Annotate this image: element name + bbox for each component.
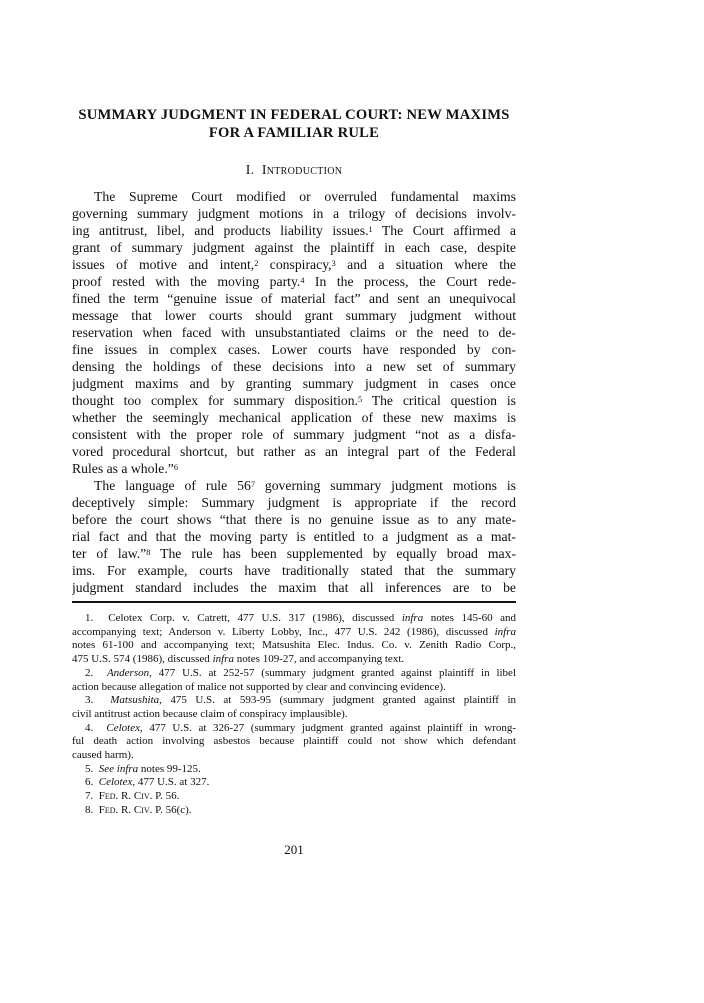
text-line: consistent with the proper role of summary judgment “not as a disfa- xyxy=(72,427,516,442)
text-line: accompanying text; Anderson v. Liberty Lobby, Inc., 477 U.S. 242 (1986), discussed infra xyxy=(72,625,516,638)
text-line: 7. Fed. R. Civ. P. 56. xyxy=(85,790,180,803)
text-line: issues of motive and intent,$^2$ conspiracy,$^3$ and a situation where the xyxy=(72,257,516,272)
footnote-marker: 7 xyxy=(250,479,255,489)
text-line: ims. For example, courts have traditionally stated that the summary xyxy=(72,563,516,578)
text-run: Matsushita xyxy=(110,694,160,707)
text-line: Rules as a whole.”$^6$ xyxy=(72,461,178,476)
article-title-line1: SUMMARY JUDGMENT IN FEDERAL COURT: NEW MAXIMS xyxy=(78,107,510,123)
text-line: action because allegation of malice not supported by clear and convincing evidence). xyxy=(72,680,446,693)
text-run: Celotex xyxy=(106,721,140,734)
text-run: Anderson xyxy=(106,666,150,679)
text-line: grant of summary judgment against the plaintiff in each case, despite xyxy=(72,240,516,255)
footnote-marker: 8 xyxy=(146,547,151,557)
text-line: The language of rule $56^7$ governing summary judgment motions is xyxy=(94,478,516,493)
text-line: vored procedural shortcut, but rather as an integral part of the Federal xyxy=(72,444,516,459)
text-line: ful death action involving asbestos because plaintiff could not show which defendant xyxy=(72,735,516,748)
section-heading-introduction: I. Introduction xyxy=(245,162,343,177)
footnote-marker: 6 xyxy=(173,462,178,472)
text-run: See infra xyxy=(98,762,139,775)
footnote-marker: 4 xyxy=(300,275,305,285)
footnote-marker: 2 xyxy=(254,258,259,268)
text-line: caused harm). xyxy=(72,749,134,762)
page-number: 201 xyxy=(284,841,304,857)
text-line: governing summary judgment motions in a trilogy of decisions involv- xyxy=(72,206,516,221)
footnote xyxy=(72,790,516,804)
text-line: 2. Anderson, 477 U.S. at 252-57 (summary judgment granted against plaintiff in libel xyxy=(85,666,516,679)
text-line: judgment standard includes the maxim that all inferences are to be xyxy=(72,580,516,595)
footnote xyxy=(72,694,516,721)
text-line: judgment maxims and by granting summary judgment in cases once xyxy=(72,376,516,391)
text-line: 475 U.S. 574 (1986), discussed infra notes 109-27, and accompanying text. xyxy=(72,653,405,666)
text-run: infra xyxy=(494,625,516,638)
article-title xyxy=(72,107,516,142)
text-line: fine issues in complex cases. Lower courts have responded by con- xyxy=(72,342,516,357)
text-line: whether the seemingly mechanical application of these new maxims is xyxy=(72,410,516,425)
text-line: ter of law.”$^8$ The rule has been supplemented by equally broad max- xyxy=(72,546,516,561)
text-line: before the court shows “that there is no genuine issue as to any mate- xyxy=(72,512,516,527)
text-line: civil antitrust action because claim of conspiracy implausible). xyxy=(72,707,348,720)
footnote xyxy=(72,722,516,763)
text-line: deceptively simple: Summary judgment is appropriate if the record xyxy=(72,495,516,510)
footnote-marker: 5 xyxy=(358,394,363,404)
text-line: 1. Celotex Corp. v. Catrett, 477 U.S. 317 (1986), discussed infra notes 145-60 and xyxy=(85,612,516,624)
footnote xyxy=(72,612,516,667)
text-run: Civ. xyxy=(133,803,153,816)
text-block xyxy=(72,0,516,858)
text-run: Fed. xyxy=(98,790,119,803)
text-line: ing antitrust, libel, and products liability issues.$^1$ The Court affirmed a xyxy=(72,223,516,238)
text-line: 6. Celotex, 477 U.S. at 327. xyxy=(85,776,210,789)
text-run: infra xyxy=(401,612,424,624)
footnote-marker: 1 xyxy=(368,224,373,234)
footnote xyxy=(72,804,516,818)
text-line: thought too complex for summary disposition.$^5$ The critical question is xyxy=(72,393,516,408)
footnote xyxy=(72,763,516,777)
text-run: infra xyxy=(212,653,234,666)
text-line: rial fact and that the moving party is entitled to a judgment as a mat- xyxy=(72,529,516,544)
text-line: reservation when faced with unsubstantiated claims or the need to de- xyxy=(72,325,516,340)
text-line: 5. See infra notes 99-125. xyxy=(85,762,201,775)
text-line: The Supreme Court modified or overruled fundamental maxims xyxy=(94,189,516,204)
text-line: fined the term “genuine issue of material fact” and sent an unequivocal xyxy=(72,291,516,306)
footnote xyxy=(72,776,516,790)
text-run: Civ. xyxy=(133,790,153,803)
body-paragraph xyxy=(72,188,516,477)
text-line: proof rested with the moving party.$^4$ In the process, the Court rede- xyxy=(72,274,516,289)
text-line: notes 61-100 and accompanying text; Matsushita Elec. Indus. Co. v. Zenith Radio Corp., xyxy=(72,639,516,652)
text-line: 4. Celotex, 477 U.S. at 326-27 (summary judgment granted against plaintiff in wrong- xyxy=(85,721,516,734)
article-body xyxy=(72,188,516,596)
text-run: Celotex xyxy=(98,776,133,789)
text-line: densing the holdings of these decisions into a new set of summary xyxy=(72,359,516,374)
text-line: 8. Fed. R. Civ. P. 56(c). xyxy=(85,803,192,816)
footnote-divider xyxy=(72,601,516,603)
text-run: Fed. xyxy=(98,803,119,816)
article-title-line2: FOR A FAMILIAR RULE xyxy=(208,124,380,141)
text-line: 3. Matsushita, 475 U.S. at 593-95 (summary judgment granted against plaintiff in xyxy=(85,694,516,707)
footnote-marker: 3 xyxy=(331,258,336,268)
footnotes-section xyxy=(72,612,516,818)
footnote xyxy=(72,667,516,694)
text-run: Introduction xyxy=(261,162,343,177)
text-line: message that lower courts should grant summary judgment without xyxy=(72,308,516,323)
body-paragraph xyxy=(72,477,516,596)
